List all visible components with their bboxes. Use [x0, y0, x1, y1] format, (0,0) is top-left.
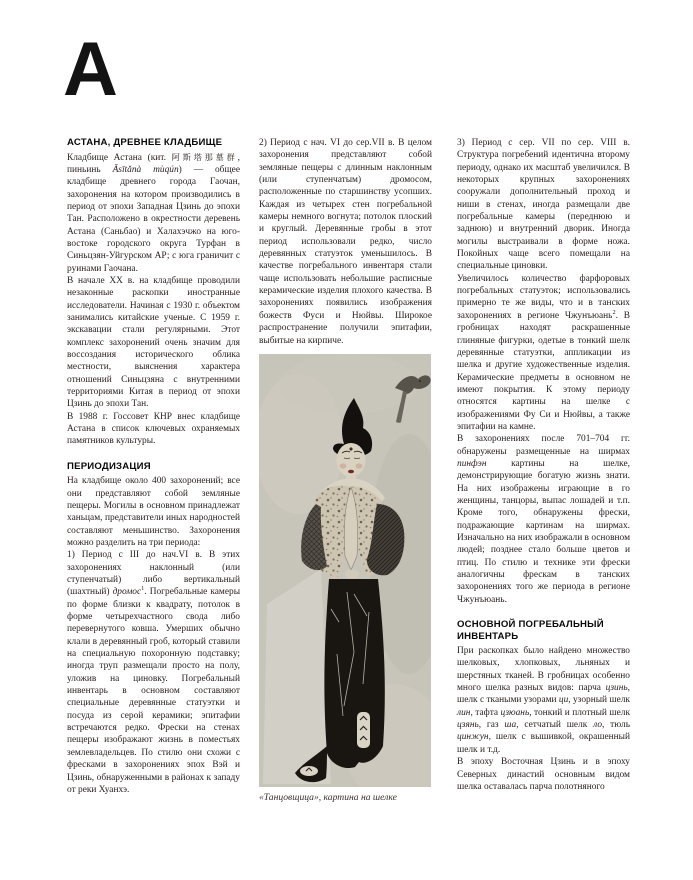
- paragraph: При раскопках было найдено множество шелковых, хлопковых, льняных и шерстяных тканей. В гробницах особенно много шелка разных видов: парча цзинь, шелк с ткаными узорами ци, узорный шелк лин, тафта цзюань, тонкий и плотный шелк цзянь, газ ша, сетчатый шелк ло, тюль цинжун, шелк с вышивкой, окрашенный шелк и т.д.: [457, 646, 630, 755]
- paragraph: 3) Период с сер. VII по сер. VIII в. Структура погребений идентична второму периоду, однако их масштаб увеличился. В некоторых крупных захоронениях сооружали дополнительный проход и ниши в стенах, иногда размещали две погребальные камеры (переднюю и заднюю) и внутренний дворик. Иногда могилы выстраивали в форме ножа. Покойных чаще всего помещали на специальные циновки.: [457, 138, 630, 272]
- paragraph: В эпоху Восточная Цзинь и в эпоху Северных династий основным видом шелка оставалась парча полотняного: [457, 757, 630, 792]
- column-2: [259, 137, 432, 803]
- paragraph: В захоронениях после 701–704 гг. обнаружены размещенные на ширмах пинфэн картины на шелке, демонстрирующие богатую жизнь знати. На них изображены играющие в го женщины, танцоры, выпас лошадей и т.п. Кроме того, обнаружены фрески, подражающие картинам на ширмах. Изначально на них изображали в основном людей; позднее стало больше цветов и птиц. По стилю и технике эти фрески аналогичны фрескам в танских захоронениях того же периода в регионе Чжунъюань.: [457, 434, 630, 605]
- paragraph: В 1988 г. Госсовет КНР внес кладбище Астана в список ключевых охраняемых памятников культуры.: [67, 411, 240, 447]
- paragraph: Увеличилось количество фарфоровых погребальных статуэток; использовались примерно те же виды, что и в танских захоронениях в регионе Чжунъюань$^2$. В гробницах находят раскрашенные глиняные фигурки, одетые в тонкий шелк деревянные статуэтки, аппликации из шелка и другие художественные изделия. Керамические предметы в основном не имеют покрытия. К этому периоду относятся картины на шелке с изображениями Фу Си и Нюйвы, а также эпитафии на камне.: [457, 273, 630, 432]
- section-letter: А: [63, 27, 116, 112]
- figure-dancer-silk-painting: [259, 354, 431, 804]
- column-1: [67, 137, 240, 796]
- silk-painting-image: [259, 354, 431, 787]
- article-title: АСТАНА, ДРЕВНЕЕ КЛАДБИЩЕ: [67, 137, 223, 148]
- paragraph: На кладбище около 400 захоронений; все они представляют собой земляные пещеры. Могилы в основном принадлежат ханьцам, представители иных народностей составляют меньшинство. Захоронения можно разделить на три периода:: [67, 476, 240, 548]
- figure-caption: «Танцовщица», картина на шелке: [259, 791, 397, 803]
- paragraph: В начале XX в. на кладбище проводили незаконные раскопки иностранные исследователи. Начиная с 1930 г. объектом занимались китайские ученые. С 1959 г. экскавации стали регулярными. Этот комплекс захоронений очень значим для воссоздания исторического облика местности, выяснения характера отношений Синьцзяна с внутренними территориями Китая в период от эпохи Цзинь до эпохи Тан.: [67, 275, 240, 410]
- section-heading-burial-inventory: ОСНОВНОЙ ПОГРЕБАЛЬНЫЙ ИНВЕНТАРЬ: [457, 619, 604, 642]
- paragraph: 1) Период с III до нач.VI в. В этих захоронениях наклонный (или ступенчатый) либо вертикальный (шахтный) дромос$^1$. Погребальные камеры по форме близки к квадрату, потолок в форме четырехчастного свода либо перевернутого ковша. Умерших обычно клали в деревянный гроб, который ставили на специальную похоронную подставку; иногда труп размещали просто на полу, уложив на циновку. Погребальный инвентарь в основном составляют специальные деревянные статуэтки и посуда из серой керамики; эпитафии встречаются редко. Фрески на стенах пещеры изображают жизнь в поместьях землевладельцев. По стилю они схожи с фресками в захоронениях эпох Вэй и Цзинь, обнаруженными в районах к западу от реки Хуанхэ.: [67, 550, 240, 795]
- paragraph: 2) Период с нач. VI до сер.VII в. В целом захоронения представляют собой земляные пещеры с длинным наклонным (или ступенчатым) дромосом, расположенные по старшинству усопших. Каждая из четырех стен погребальной камеры немного вогнута; потолок плоский и круглый. Деревянные гробы в этот период использовали редко, число деревянных статуэток уменьшилось. В качестве погребального инвентаря стали чаще использовать небольшие расписные керамические изделия плохого качества. В захоронениях появились изображения божеств Фуси и Нюйвы. Широкое распространение получили эпитафии, выбитые на кирпиче.: [259, 138, 432, 346]
- paragraph: Кладбище Астана (кит. 阿斯塔那墓群, пиньинь Āsītǎnà mùqún) — общее кладбище древнего города Гаочан, захоронения на котором производились в период от эпохи Западная Цзинь до эпохи Тан. Расположено в окрестности деревень Астана (Саньбао) и Халахэчжо на юго-востоке городского округа Турфан в Синьцзян-Уйгурском АР; с юга граничит с руинами Гаочана.: [67, 152, 240, 274]
- section-heading-periodization: ПЕРИОДИЗАЦИЯ: [67, 460, 151, 472]
- column-3: [457, 137, 630, 793]
